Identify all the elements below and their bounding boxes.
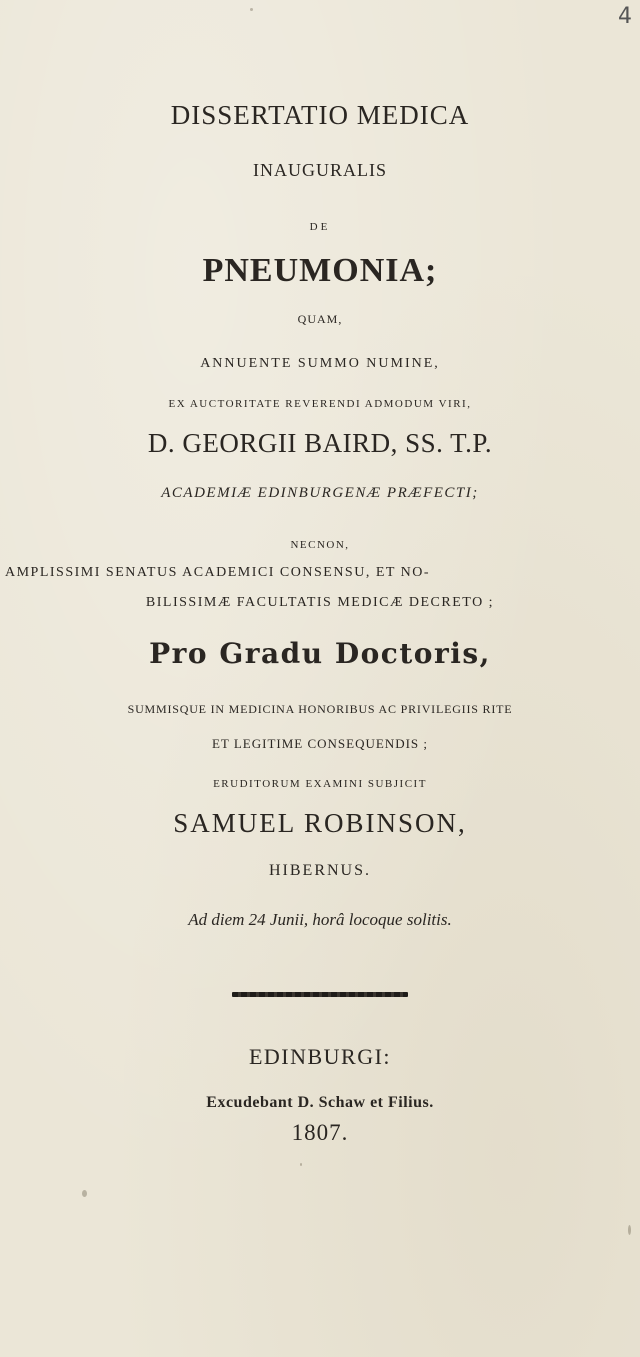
necnon-line: NECNON, <box>290 539 350 551</box>
quam-line: QUAM, <box>297 312 343 326</box>
principal-name: D. GEORGII BAIRD, SS. T.P. <box>147 428 493 458</box>
paper-speck <box>82 1190 87 1197</box>
senatus-line: AMPLISSIMI SENATUS ACADEMICI CONSENSU, ET NO- <box>5 565 431 580</box>
date-line: Ad diem 24 Junii, horâ locoque solitis. <box>188 910 452 929</box>
facultatis-line: BILISSIMÆ FACULTATIS MEDICÆ DECRETO ; <box>145 595 495 610</box>
imprint-year: 1807. <box>291 1120 349 1145</box>
imprint-printer: Excudebant D. Schaw et Filius. <box>206 1094 434 1111</box>
imprint-city: EDINBURGI: <box>248 1044 392 1069</box>
paper-speck <box>250 8 253 11</box>
summisque-line: SUMMISQUE IN MEDICINA HONORIBUS AC PRIVILEGIIS RITE <box>127 702 513 716</box>
inauguralis-line: INAUGURALIS <box>253 160 387 180</box>
legitime-line: ET LEGITIME CONSEQUENDIS ; <box>211 736 429 751</box>
folio-number: 4 <box>618 4 632 29</box>
ornamental-rule <box>232 992 408 997</box>
author-origin: HIBERNUS. <box>268 862 371 879</box>
paper-speck <box>628 1225 631 1235</box>
annuente-line: ANNUENTE SUMMO NUMINE, <box>200 356 440 371</box>
de-line: DE <box>309 221 331 233</box>
paper-speck <box>300 1163 302 1166</box>
eruditorum-line: ERUDITORUM EXAMINI SUBJICIT <box>213 778 427 790</box>
academiae-line: ACADEMIÆ EDINBURGENÆ PRÆFECTI; <box>161 485 479 501</box>
auctoritate-line: EX AUCTORITATE REVERENDI ADMODUM VIRI, <box>168 398 472 410</box>
gradu-blackletter-line: Pro Gradu Doctoris, <box>149 637 491 670</box>
author-name: SAMUEL ROBINSON, <box>173 808 467 838</box>
dissertation-heading: DISSERTATIO MEDICA <box>170 100 470 130</box>
subject-title: PNEUMONIA; <box>202 252 438 289</box>
